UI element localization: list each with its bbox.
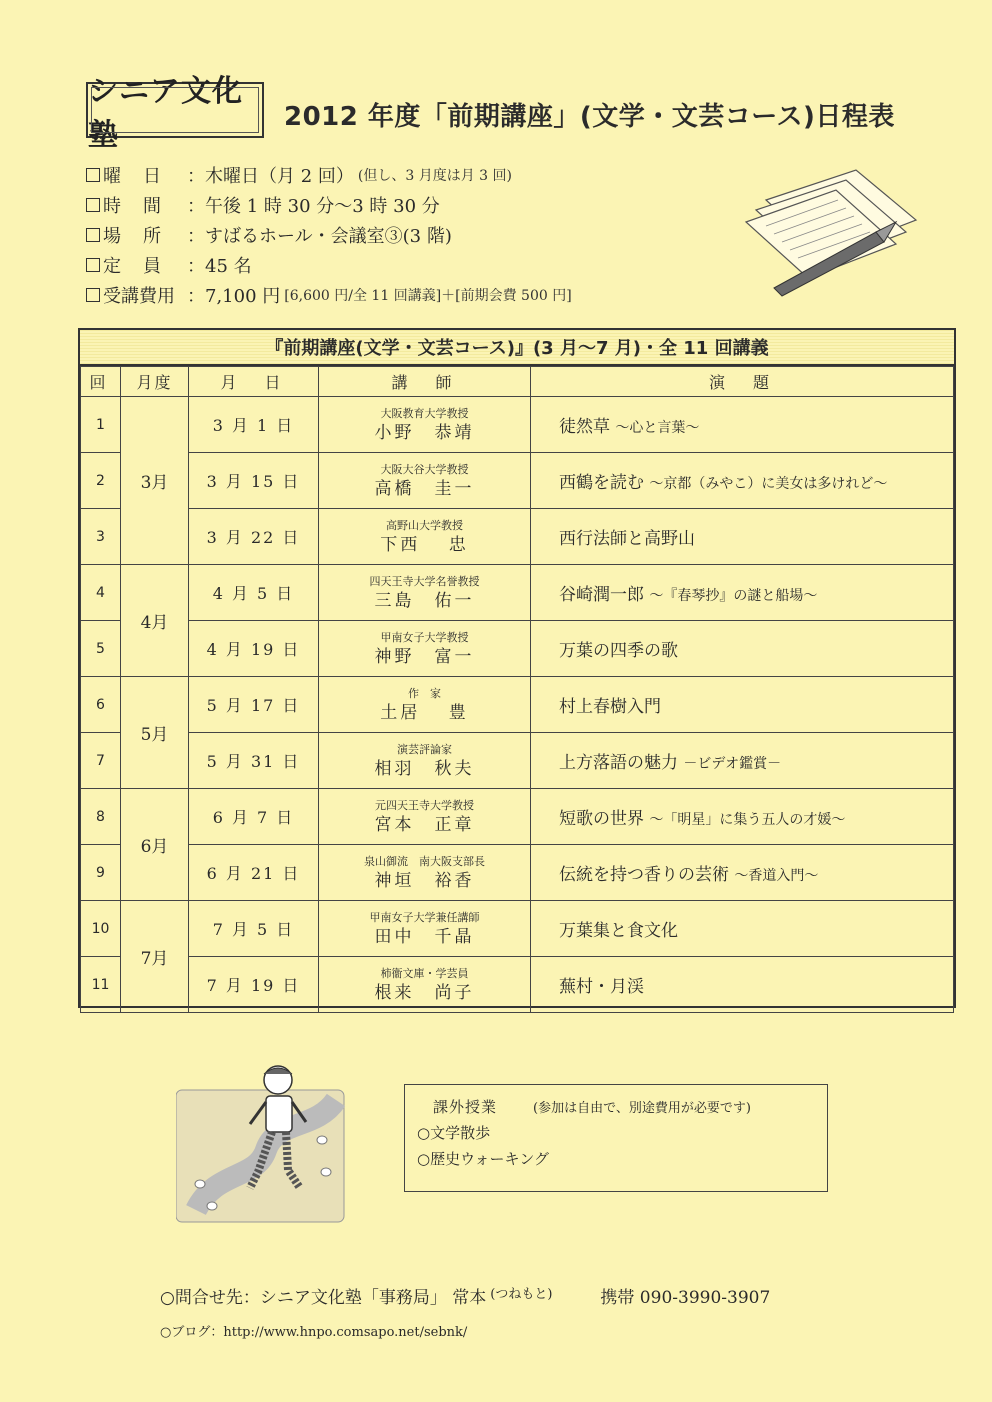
lecturer-affiliation: 四天王寺大学名誉教授	[369, 574, 480, 588]
row-topic	[531, 453, 954, 509]
lecturer-affiliation: 甲南女子大学兼任講師	[369, 910, 480, 924]
table-row	[81, 901, 954, 957]
row-no: 4	[81, 565, 121, 621]
row-lecturer	[319, 397, 531, 453]
info-label: 曜 日	[103, 166, 163, 187]
header-topic: 演 題	[531, 367, 954, 397]
topic-sub: ～「明星」に集う五人の才媛～	[649, 812, 846, 828]
row-date: 3 月 1 日	[189, 397, 319, 453]
lecturer-name: 高橋 圭一	[374, 478, 475, 499]
topic-main: 村上春樹入門	[559, 697, 661, 717]
row-date: 4 月 5 日	[189, 565, 319, 621]
row-no: 7	[81, 733, 121, 789]
lecturer-affiliation: 大阪大谷大学教授	[380, 462, 469, 476]
topic-main: 上方落語の魅力	[559, 753, 678, 773]
lecturer-name: 三島 佑一	[374, 590, 475, 611]
row-lecturer	[319, 957, 531, 1013]
info-fee	[86, 280, 706, 310]
table-row	[81, 677, 954, 733]
row-topic	[531, 677, 954, 733]
info-place	[86, 220, 706, 250]
info-value: ：45 名	[187, 256, 252, 277]
row-lecturer	[319, 677, 531, 733]
lecturer-name: 神野 富一	[374, 646, 475, 667]
topic-sub: ～香道入門～	[734, 868, 819, 884]
lecturer-name: 神垣 裕香	[374, 870, 475, 891]
row-topic	[531, 565, 954, 621]
topic-main: 伝統を持つ香りの芸術	[559, 865, 729, 885]
info-label: 定 員	[103, 256, 163, 277]
topic-main: 谷崎潤一郎	[559, 585, 644, 605]
month-cell: 6月	[121, 789, 189, 901]
row-date: 7 月 19 日	[189, 957, 319, 1013]
row-lecturer	[319, 621, 531, 677]
topic-sub: ～『春琴抄』の謎と船場～	[649, 588, 818, 604]
info-capacity	[86, 250, 706, 280]
course-info	[86, 160, 706, 310]
lecturer-name: 根来 尚子	[374, 982, 475, 1003]
row-topic	[531, 957, 954, 1013]
info-value: ：午後 1 時 30 分～3 時 30 分	[187, 196, 440, 217]
table-row	[81, 845, 954, 901]
brand-logo: シニア文化塾	[86, 82, 264, 138]
row-topic	[531, 509, 954, 565]
extracurricular-note: (参加は自由で、別途費用が必要です)	[533, 1100, 751, 1116]
row-no: 8	[81, 789, 121, 845]
lecturer-affiliation: 作 家	[408, 686, 441, 700]
info-time	[86, 190, 706, 220]
extracurricular-title: 課外授業	[433, 1097, 498, 1116]
lecturer-name: 下西 忠	[380, 534, 469, 555]
row-lecturer	[319, 789, 531, 845]
row-topic	[531, 397, 954, 453]
extracurricular-box	[404, 1084, 828, 1192]
info-note: [6,600 円/全 11 回講義]＋[前期会費 500 円]	[284, 288, 572, 304]
info-value: ：木曜日（月 2 回）	[187, 166, 354, 187]
table-row	[81, 397, 954, 453]
checkbox-icon	[86, 168, 100, 182]
header-month: 月度	[121, 367, 189, 397]
month-cell: 5月	[121, 677, 189, 789]
checkbox-icon	[86, 258, 100, 272]
lecturer-affiliation: 柿衞文庫・学芸員	[380, 966, 469, 980]
row-lecturer	[319, 733, 531, 789]
month-cell: 3月	[121, 397, 189, 565]
row-topic	[531, 789, 954, 845]
row-lecturer	[319, 509, 531, 565]
row-date: 3 月 15 日	[189, 453, 319, 509]
info-day	[86, 160, 706, 190]
row-topic	[531, 901, 954, 957]
contact-text: ○問合せ先：シニア文化塾「事務局」 常本	[160, 1288, 487, 1308]
table-header-row	[81, 367, 954, 397]
row-date: 3 月 22 日	[189, 509, 319, 565]
header-lecturer: 講 師	[319, 367, 531, 397]
topic-sub: －ビデオ鑑賞－	[683, 756, 782, 772]
row-no: 10	[81, 901, 121, 957]
extracurricular-item: ○歴史ウォーキング	[417, 1149, 550, 1168]
topic-main: 徒然草	[559, 417, 610, 437]
row-no: 1	[81, 397, 121, 453]
extracurricular-item: ○文学散歩	[417, 1123, 491, 1142]
row-no: 9	[81, 845, 121, 901]
checkbox-icon	[86, 198, 100, 212]
row-no: 2	[81, 453, 121, 509]
lecturer-affiliation: 高野山大学教授	[386, 518, 463, 532]
lecturer-affiliation: 泉山御流 南大阪支部長	[364, 854, 485, 868]
contact-phone: 携帯 090-3990-3907	[600, 1288, 771, 1308]
lecturer-affiliation: 元四天王寺大学教授	[375, 798, 474, 812]
info-value: ：すばるホール・会議室③(3 階)	[187, 226, 452, 247]
row-lecturer	[319, 565, 531, 621]
blog-line: ○ブログ：http://www.hnpo.comsapo.net/sebnk/	[160, 1325, 468, 1340]
contact-ruby: (つねもと)	[490, 1287, 553, 1302]
topic-main: 万葉集と食文化	[559, 921, 678, 941]
header-no: 回	[81, 367, 121, 397]
lecturer-name: 相羽 秋夫	[374, 758, 475, 779]
month-cell: 7月	[121, 901, 189, 1013]
topic-main: 短歌の世界	[559, 809, 644, 829]
extracurricular-header	[417, 1093, 815, 1119]
topic-main: 万葉の四季の歌	[559, 641, 678, 661]
walker-illustration	[176, 1060, 346, 1225]
row-lecturer	[319, 901, 531, 957]
contact-line	[160, 1283, 860, 1308]
row-date: 7 月 5 日	[189, 901, 319, 957]
header-date: 月 日	[189, 367, 319, 397]
row-topic	[531, 845, 954, 901]
papers-pen-illustration	[726, 160, 926, 300]
schedule-table	[78, 328, 956, 1008]
checkbox-icon	[86, 228, 100, 242]
table-row	[81, 621, 954, 677]
row-no: 3	[81, 509, 121, 565]
row-lecturer	[319, 453, 531, 509]
row-no: 6	[81, 677, 121, 733]
topic-main: 西行法師と高野山	[559, 529, 695, 549]
row-date: 4 月 19 日	[189, 621, 319, 677]
month-cell: 4月	[121, 565, 189, 677]
row-date: 6 月 7 日	[189, 789, 319, 845]
lecturer-affiliation: 大阪教育大学教授	[380, 406, 469, 420]
row-topic	[531, 621, 954, 677]
topic-main: 西鶴を読む	[559, 473, 644, 493]
row-lecturer	[319, 845, 531, 901]
lecturer-name: 小野 恭靖	[374, 422, 475, 443]
table-row	[81, 565, 954, 621]
lecturer-name: 土居 豊	[380, 702, 469, 723]
table-row	[81, 509, 954, 565]
table-row	[81, 453, 954, 509]
table-row	[81, 957, 954, 1013]
info-value: ：7,100 円	[187, 286, 281, 307]
info-label: 時 間	[103, 196, 163, 217]
table-row	[81, 733, 954, 789]
topic-main: 蕪村・月渓	[559, 977, 644, 997]
schedule-grid	[80, 366, 954, 1013]
checkbox-icon	[86, 288, 100, 302]
lecturer-affiliation: 演芸評論家	[397, 742, 452, 756]
row-date: 6 月 21 日	[189, 845, 319, 901]
schedule-title: 『前期講座(文学・文芸コース)』(3 月～7 月)・全 11 回講義	[80, 330, 954, 366]
topic-sub: ～京都（みやこ）に美女は多けれど～	[649, 476, 888, 492]
lecturer-affiliation: 甲南女子大学教授	[380, 630, 469, 644]
table-row	[81, 789, 954, 845]
topic-sub: ～心と言葉～	[615, 420, 700, 436]
info-label: 受講費用	[103, 286, 175, 307]
lecturer-name: 田中 千晶	[374, 926, 475, 947]
row-topic	[531, 733, 954, 789]
page-title: 2012 年度「前期講座」(文学・文芸コース)日程表	[284, 102, 895, 132]
row-date: 5 月 17 日	[189, 677, 319, 733]
row-no: 11	[81, 957, 121, 1013]
row-no: 5	[81, 621, 121, 677]
lecturer-name: 宮本 正章	[374, 814, 475, 835]
info-note: (但し、3 月度は月 3 回)	[357, 168, 512, 184]
row-date: 5 月 31 日	[189, 733, 319, 789]
info-label: 場 所	[103, 226, 163, 247]
